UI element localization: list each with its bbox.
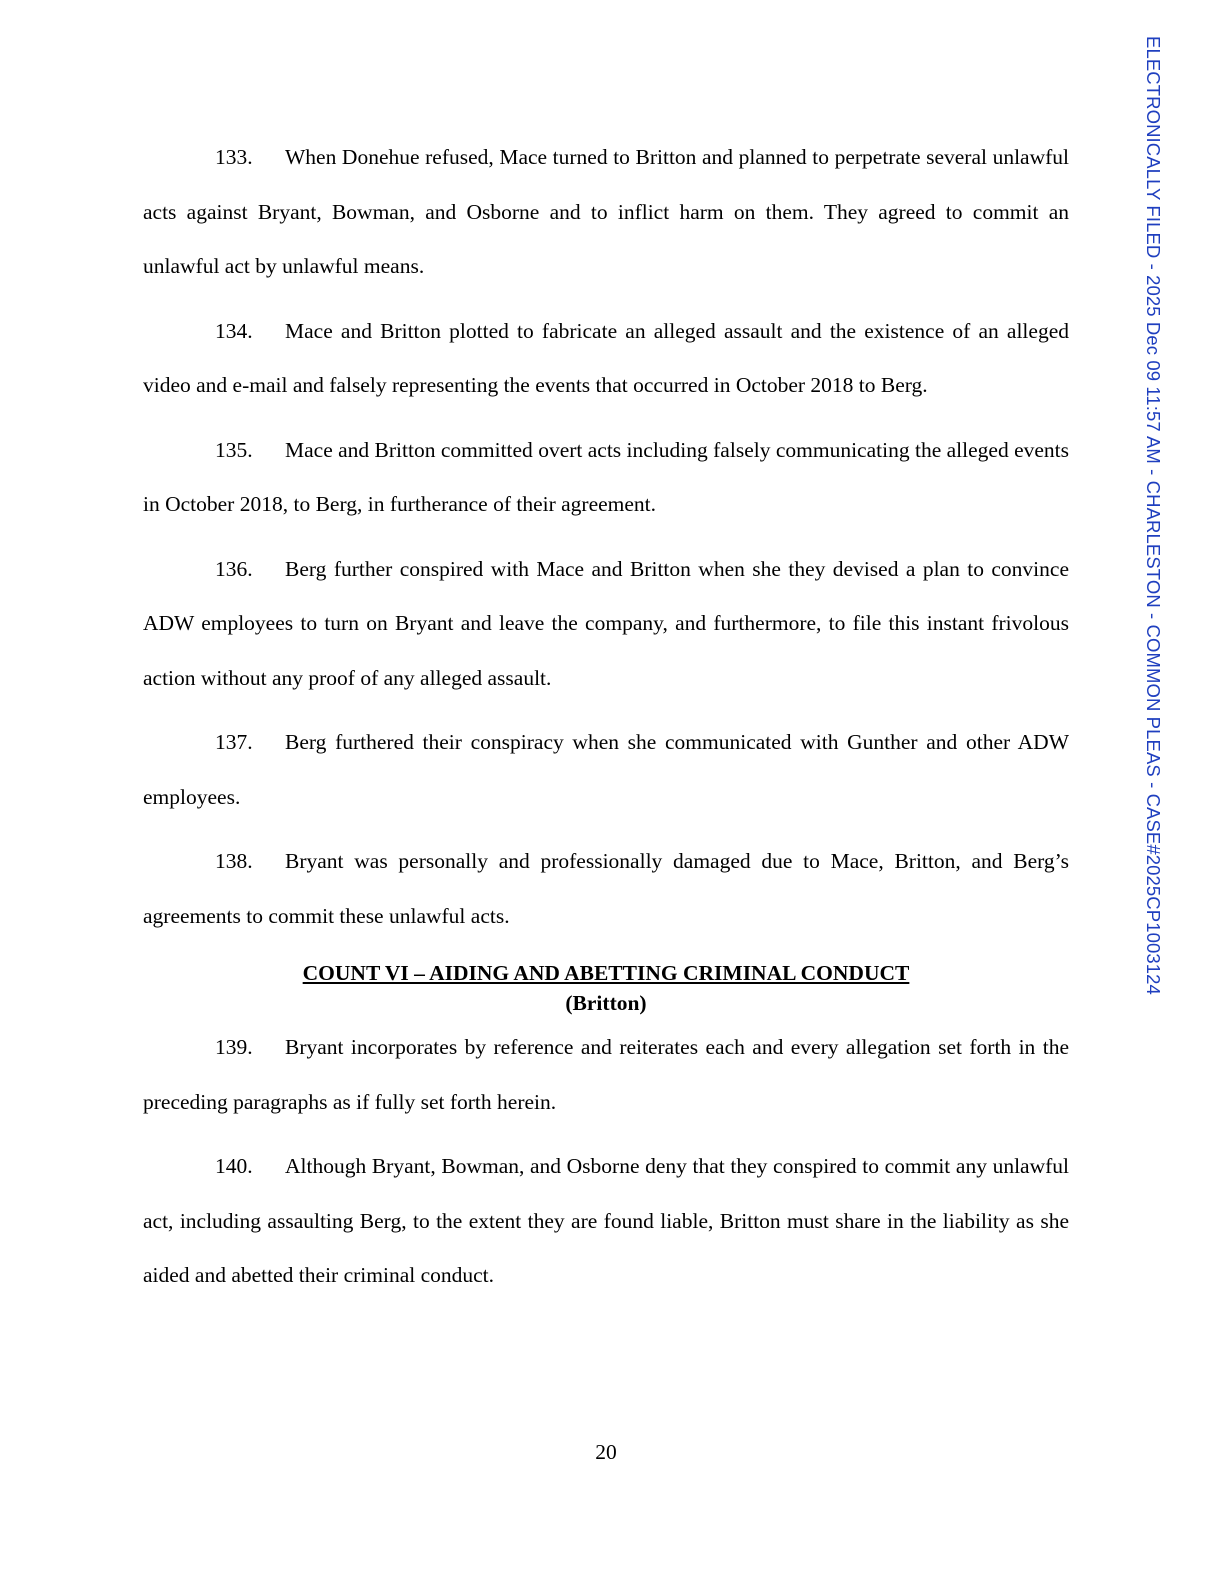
count-title: COUNT VI – AIDING AND ABETTING CRIMINAL CONDUCT [302, 961, 910, 985]
document-body [143, 130, 1069, 1313]
paragraph-137 [143, 715, 1069, 824]
paragraph-text: When Donehue refused, Mace turned to Britton and planned to perpetrate several unlawful acts against Bryant, Bowman, and Osborne and to inflict harm on them. They agreed to commit an unlawful act by unlawful means. [143, 145, 1069, 278]
paragraph-133 [143, 130, 1069, 294]
paragraph-number: 140. [215, 1154, 253, 1178]
paragraph-number: 139. [215, 1035, 253, 1059]
paragraph-text: Mace and Britton committed overt acts including falsely communicating the alleged events in October 2018, to Berg, in furtherance of their agreement. [143, 437, 1069, 516]
paragraph-text: Berg further conspired with Mace and Britton when she they devised a plan to convince ADW employees to turn on Bryant and leave the company, and furthermore, to file this instant frivolous action without any proof of any alleged assault. [143, 556, 1069, 690]
filing-stamp: ELECTRONICALLY FILED - 2025 Dec 09 11:57 AM - CHARLESTON - COMMON PLEAS - CASE#2025CP1003124 [1143, 36, 1164, 995]
paragraph-138 [143, 834, 1069, 943]
paragraph-number: 135. [215, 437, 253, 462]
paragraph-139 [143, 1020, 1069, 1129]
paragraph-134 [143, 304, 1069, 413]
paragraph-text: Although Bryant, Bowman, and Osborne deny that they conspired to commit any unlawful act, including assaulting Berg, to the extent they are found liable, Britton must share in the liability as she aided and abetted their criminal conduct. [143, 1154, 1069, 1287]
paragraph-text: Bryant incorporates by reference and reiterates each and every allegation set forth in the preceding paragraphs as if fully set forth herein. [143, 1035, 1069, 1114]
page-number: 20 [595, 1440, 617, 1464]
paragraph-number: 133. [215, 145, 253, 169]
paragraph-136 [143, 542, 1069, 706]
count-subtitle: (Britton) [565, 991, 647, 1015]
paragraph-text: Bryant was personally and professionally damaged due to Mace, Britton, and Berg’s agreements to commit these unlawful acts. [143, 849, 1069, 928]
paragraph-number: 136. [215, 556, 253, 581]
paragraph-number: 137. [215, 730, 253, 754]
paragraph-135 [143, 423, 1069, 532]
paragraph-140 [143, 1139, 1069, 1303]
paragraph-text: Mace and Britton plotted to fabricate an alleged assault and the existence of an alleged video and e-mail and falsely representing the events that occurred in October 2018 to Berg. [143, 318, 1069, 397]
paragraph-number: 134. [215, 318, 253, 343]
paragraph-text: Berg furthered their conspiracy when she communicated with Gunther and other ADW employees. [143, 730, 1069, 809]
paragraph-number: 138. [215, 849, 253, 873]
count-heading [143, 958, 1069, 1018]
